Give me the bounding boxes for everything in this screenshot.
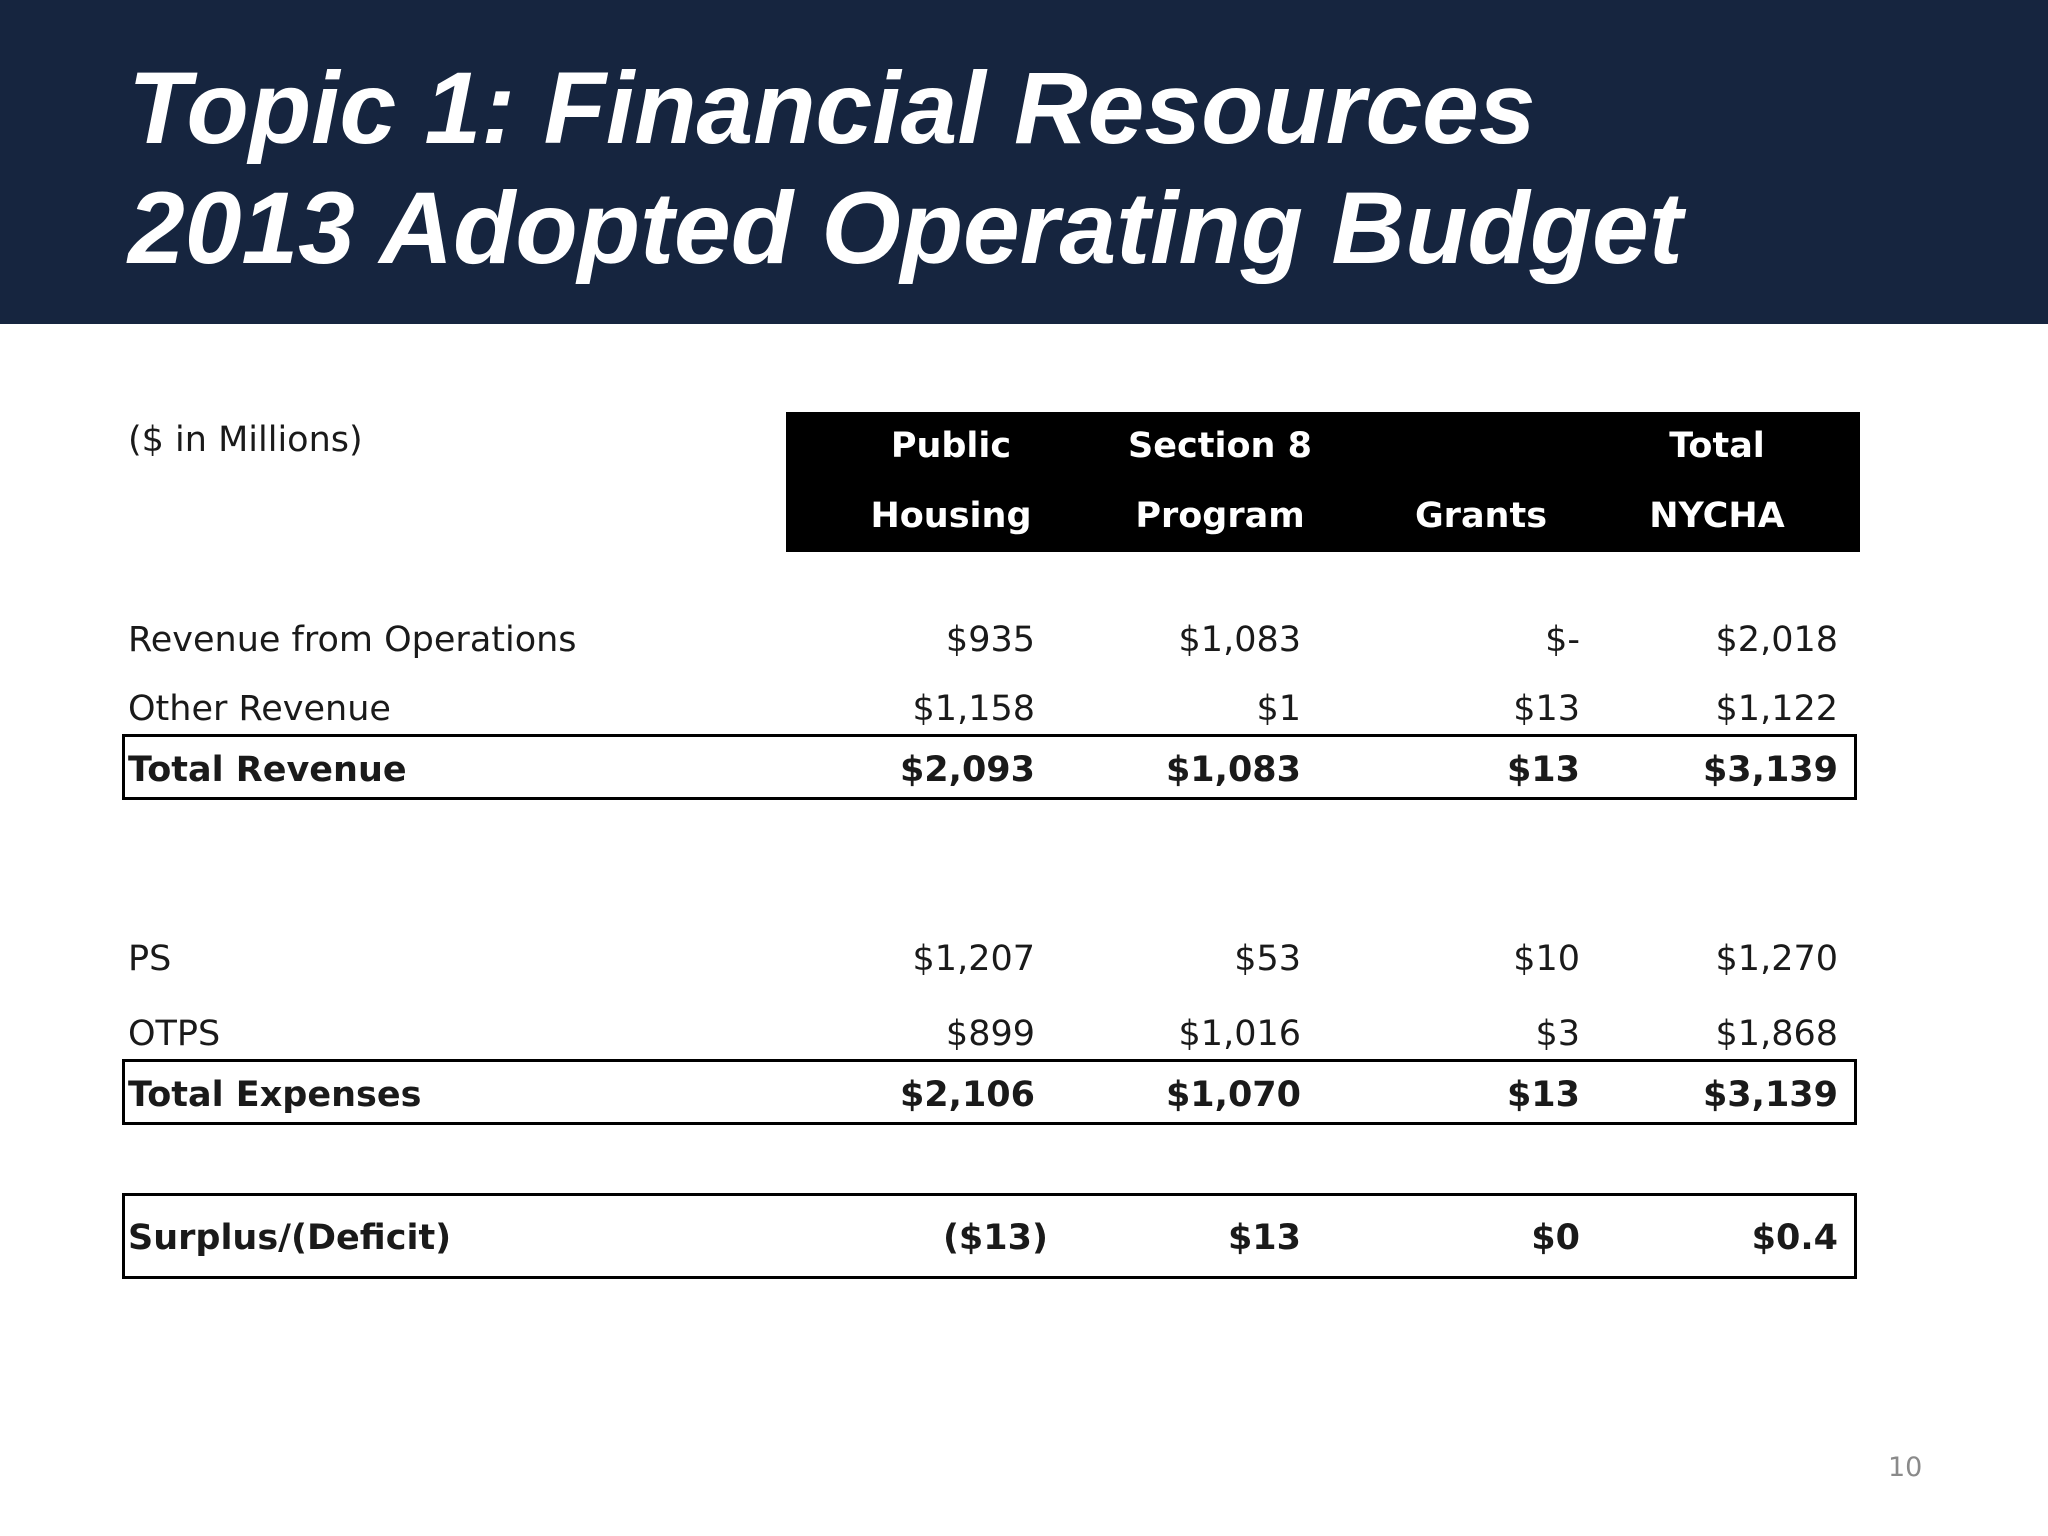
cell-value: $1,083 <box>1178 620 1301 660</box>
column-header <box>786 412 1860 552</box>
slide-title-line-1: Topic 1: Financial Resources <box>128 51 1536 165</box>
cell-value: $13 <box>1513 689 1580 729</box>
cell-value: $53 <box>1234 939 1301 979</box>
cell-value: $935 <box>945 620 1035 660</box>
cell-value: $1,122 <box>1715 689 1838 729</box>
cell-value: $1,016 <box>1178 1014 1301 1054</box>
cell-value: $3 <box>1535 1014 1580 1054</box>
cell-value: $2,106 <box>899 1075 1035 1115</box>
col-public-housing-line1: Public <box>890 426 1012 466</box>
page-number: 10 <box>1888 1452 1923 1483</box>
row-label-other-revenue: Other Revenue <box>128 689 391 729</box>
col-section8-line2: Program <box>1135 496 1305 536</box>
cell-value: $13 <box>1506 750 1580 790</box>
row-label-ps: PS <box>128 939 172 979</box>
row-label-total-expenses: Total Expenses <box>128 1075 422 1115</box>
row-label-surplus: Surplus/(Deficit) <box>128 1218 452 1258</box>
col-total-nycha-line1: Total <box>1669 426 1765 466</box>
cell-value: $- <box>1545 620 1580 660</box>
cell-value: $2,018 <box>1715 620 1838 660</box>
cell-value: $1,868 <box>1715 1014 1838 1054</box>
cell-value: $0.4 <box>1751 1218 1838 1258</box>
units-label: ($ in Millions) <box>128 420 363 460</box>
cell-value: $1,207 <box>912 939 1035 979</box>
row-label-total-revenue: Total Revenue <box>128 750 407 790</box>
title-banner <box>0 0 2048 324</box>
cell-value: $1,083 <box>1165 750 1301 790</box>
cell-value: ($13) <box>942 1218 1048 1258</box>
cell-value: $13 <box>1227 1218 1301 1258</box>
col-section8-line1: Section 8 <box>1128 426 1312 466</box>
cell-value: $1,070 <box>1165 1075 1301 1115</box>
cell-value: $10 <box>1513 939 1580 979</box>
row-label-revenue-ops: Revenue from Operations <box>128 620 577 660</box>
cell-value: $1,158 <box>912 689 1035 729</box>
cell-value: $3,139 <box>1702 750 1838 790</box>
cell-value: $1,270 <box>1715 939 1838 979</box>
cell-value: $0 <box>1531 1218 1580 1258</box>
slide-title-line-2: 2013 Adopted Operating Budget <box>128 171 1683 285</box>
row-label-otps: OTPS <box>128 1014 221 1054</box>
cell-value: $13 <box>1506 1075 1580 1115</box>
col-public-housing-line2: Housing <box>870 496 1032 536</box>
cell-value: $2,093 <box>899 750 1035 790</box>
col-total-nycha-line2: NYCHA <box>1649 496 1785 536</box>
cell-value: $899 <box>945 1014 1035 1054</box>
cell-value: $1 <box>1256 689 1301 729</box>
cell-value: $3,139 <box>1702 1075 1838 1115</box>
col-grants-line2: Grants <box>1414 496 1548 536</box>
